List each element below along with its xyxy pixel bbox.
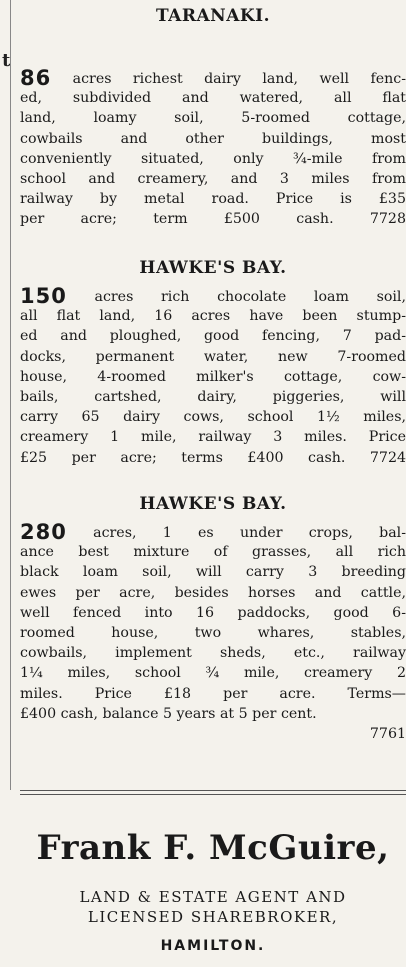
listing-1-line: land, loamy soil, 5-roomed cottage, — [20, 110, 406, 127]
listing-2-line: house, 4-roomed milker's cottage, cow- — [20, 368, 406, 385]
listing-2-line: £25 per acre; terms £400 cash. 7724 — [20, 449, 406, 466]
listing-3-line: £400 cash, balance 5 years at 5 per cent. — [20, 705, 317, 722]
listing-2-line: bails, cartshed, dairy, piggeries, will — [20, 388, 406, 405]
agent-name: Frank F. McGuire, — [36, 828, 390, 868]
listing-2-line: all flat land, 16 acres have been stump- — [20, 308, 406, 325]
agent-town: HAMILTON. — [160, 938, 266, 954]
listing-2-line: creamery 1 mile, railway 3 miles. Price — [20, 429, 406, 446]
listing-3-heading: HAWKE'S BAY. — [139, 494, 287, 514]
listing-1-line: ed, subdivided and watered, all flat — [20, 90, 406, 107]
listing-1-area: 86 — [20, 68, 52, 89]
listing-3-line: black loam soil, will carry 3 breeding — [20, 564, 406, 581]
listing-2-area: 150 — [20, 286, 67, 307]
agent-role-line-2: LICENSED SHAREBROKER, — [87, 908, 339, 926]
divider-rule — [20, 794, 406, 795]
listing-2-line: carry 65 dairy cows, school 1½ miles, — [20, 409, 406, 426]
listing-2-line: docks, permanent water, new 7-roomed — [20, 348, 406, 365]
listing-3-line: miles. Price £18 per acre. Terms— — [20, 685, 406, 702]
listing-3-line: acres, 1 es under crops, bal- — [93, 525, 406, 541]
margin-letter: t — [2, 50, 11, 71]
listing-1-line: conveniently situated, only ¾-mile from — [20, 150, 406, 167]
listing-3 — [20, 522, 406, 744]
listing-2 — [20, 286, 406, 468]
listing-3-area: 280 — [20, 522, 67, 543]
listing-1-line: school and creamery, and 3 miles from — [20, 170, 406, 187]
agent-role-line-1: LAND & ESTATE AGENT AND — [79, 888, 347, 906]
listing-2-line: acres rich chocolate loam soil, — [94, 289, 406, 305]
listing-2-line: ed and ploughed, good fencing, 7 pad- — [20, 328, 406, 345]
listing-3-ref: 7761 — [369, 725, 406, 742]
listing-1-line: cowbails and other buildings, most — [20, 130, 406, 147]
column-rule — [10, 0, 11, 790]
listing-1-line: per acre; term £500 cash. 7728 — [20, 211, 406, 228]
listing-1 — [20, 68, 406, 230]
listing-3-line: ance best mixture of grasses, all rich — [20, 544, 406, 561]
listing-3-line: roomed house, two whares, stables, — [20, 624, 406, 641]
listing-1-line: acres richest dairy land, well fenc- — [72, 71, 406, 87]
listing-1-line: railway by metal road. Price is £35 — [20, 191, 406, 208]
listing-3-line: ewes per acre, besides horses and cattle, — [20, 584, 406, 601]
advertisement-column — [20, 0, 406, 967]
listing-1-heading: TARANAKI. — [155, 6, 271, 26]
left-margin-fragment — [2, 0, 10, 967]
listing-3-line: 1¼ miles, school ¾ mile, creamery 2 — [20, 665, 406, 682]
listing-2-heading: HAWKE'S BAY. — [139, 258, 287, 278]
listing-3-line: well fenced into 16 paddocks, good 6- — [20, 604, 406, 621]
listing-3-line: cowbails, implement sheds, etc., railway — [20, 645, 406, 662]
divider-rule — [20, 790, 406, 791]
